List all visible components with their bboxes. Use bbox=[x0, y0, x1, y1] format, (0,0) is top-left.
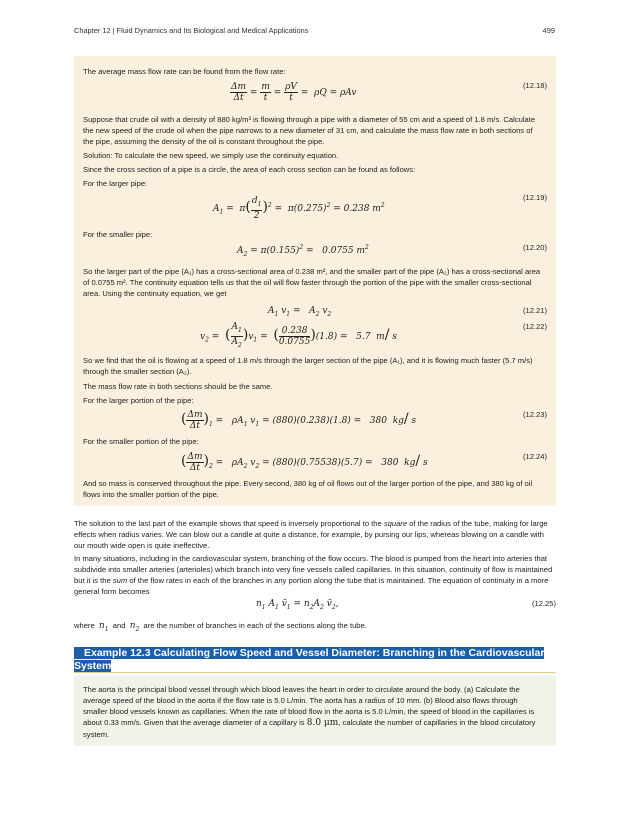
paragraph: And so mass is conserved throughout the pipe. Every second, 380 kg of oil flows out of the larger portion of the pipe, and 380 kg of oil flows into the smaller portion of the pipe. bbox=[83, 479, 533, 499]
chapter-title: Chapter 12 | Fluid Dynamics and Its Biological and Medical Applications bbox=[74, 26, 309, 35]
equation-12-25: $n_1$ $A_1$ $v̄_1 = n_2A_2$ $v̄_2$, bbox=[256, 599, 339, 611]
paragraph: For the larger portion of the pipe: bbox=[83, 396, 194, 405]
paragraph: Suppose that crude oil with a density of 880 kg/m³ is flowing through a pipe with a diameter of 55 cm and a speed of 1.8 m/s. Calculate the new speed of the crude oil when the pipe narrows to a new diameter of 31 cm, and calculate the mass flow rate in both sections of the pipe, assuming the density of the oil is constant throughout the pipe. bbox=[83, 115, 536, 146]
paragraph: Solution: To calculate the new speed, we simply use the continuity equation. bbox=[83, 151, 339, 160]
equation-number: (12.18) bbox=[522, 81, 547, 90]
paragraph: For the smaller portion of the pipe: bbox=[83, 437, 199, 446]
equation-number: (12.21) bbox=[522, 306, 547, 315]
example-title: Example 12.3 Calculating Flow Speed and Vessel Diameter: Branching in the Cardiovascular System bbox=[74, 647, 545, 672]
equation-12-24: ( $\frac{\Delta m}{\Delta t}$ )$_2 = \rho A_2$ $v_2 = (880)(0.75538)(5.7) = 380$ kg/ s bbox=[181, 452, 428, 473]
equation-12-20: $A_2 = \pi(0.155)^2 = 0.0755$ $m^2$ bbox=[237, 244, 369, 258]
equation-number: (12.23) bbox=[522, 410, 547, 419]
paragraph: The solution to the last part of the example shows that speed is inversely proportional to the square of the radius of the tube, making for large effects when radius varies. We can blow out a candle at quite a distance, for example, by pursing our lips, whereas blowing on a candle with our mouth wide open is quite ineffective. bbox=[74, 519, 548, 550]
paragraph: For the larger pipe: bbox=[83, 179, 148, 188]
divider bbox=[74, 672, 556, 673]
paragraph: So we find that the oil is flowing at a speed of 1.8 m/s through the larger section of the pipe (A₁), and it is flowing much faster (5.7 m/s) through the smaller section (A₂). bbox=[83, 356, 533, 376]
paragraph: The mass flow rate in both sections should be the same. bbox=[83, 382, 273, 391]
equation-12-23: ( $\frac{\Delta m}{\Delta t}$ )$_1 = \rho A_1$ $v_1 = (880)(0.238)(1.8) = 380$ kg/ s bbox=[181, 410, 417, 431]
equation-12-19: $A_1 = \pi$( $\frac{d_1}{2}$ )$^2 = \pi(0.275)^2 = 0.238$ $m^2$ bbox=[213, 196, 385, 221]
paragraph: So the larger part of the pipe (A₁) has a cross-sectional area of 0.238 m², and the smaller part of the pipe (A₂) has a cross-sectional area of 0.0755 m². The continuity equation tells us that the oil will flow faster through the portion of the pipe with the smaller cross-sectional area. Using the continuity equation, we get bbox=[83, 267, 541, 298]
paragraph: The average mass flow rate can be found from the flow rate: bbox=[83, 67, 286, 76]
page-number: 499 bbox=[542, 26, 555, 35]
equation-12-22: $v_2$ = ( $\frac{A_1}{A_2}$ )$v_1$ = ( $\frac{0.238}{0.0755}$ )(1.8) = 5.7 m/ s bbox=[200, 322, 397, 349]
equation-number: (12.20) bbox=[522, 243, 547, 252]
equation-number: (12.24) bbox=[522, 452, 547, 461]
page-header bbox=[74, 26, 555, 38]
equation-12-21: $A_1$ $v_1 = A_2$ $v_2$ bbox=[268, 306, 332, 318]
equation-number: (12.19) bbox=[522, 193, 547, 202]
paragraph: For the smaller pipe: bbox=[83, 230, 153, 239]
equation-12-18: $\frac{\Delta m}{\Delta t}$ = $\frac{m}{t}$ = $\frac{\rho V}{t}$ = ρQ = ρAv bbox=[231, 82, 357, 103]
equation-number: (12.22) bbox=[522, 322, 547, 331]
paragraph: In many situations, including in the cardiovascular system, branching of the flow occurs. The blood is pumped from the heart into arteries that subdivide into smaller arteries (arterioles) which branch into very fine vessels called capillaries. In this situation, continuity of flow is maintained but it is the sum of the flow rates in each of the branches in any portion along the tube that is maintained. The equation of continuity in a more general form becomes bbox=[74, 554, 553, 596]
paragraph: The aorta is the principal blood vessel through which blood leaves the heart in order to circulate around the body. (a) Calculate the average speed of the blood in the aorta if the flow rate is 5.0 L/min. The aorta has a radius of 10 mm. (b) Blood also flows through smaller blood vessels known as capillaries. When the rate of blood flow in the aorta is 5.0 L/min, the speed of blood in the capillaries is about 0.33 mm/s. Given that the average diameter of a capillary is 8.0 μm, calculate the number of capillaries in the blood circulatory system. bbox=[83, 685, 536, 739]
equation-number: (12.25) bbox=[531, 599, 556, 608]
paragraph: where $n_1$ and $n_2$ are the number of branches in each of the sections along the tube. bbox=[74, 621, 367, 633]
paragraph: Since the cross section of a pipe is a circle, the area of each cross section can be found as follows: bbox=[83, 165, 416, 174]
